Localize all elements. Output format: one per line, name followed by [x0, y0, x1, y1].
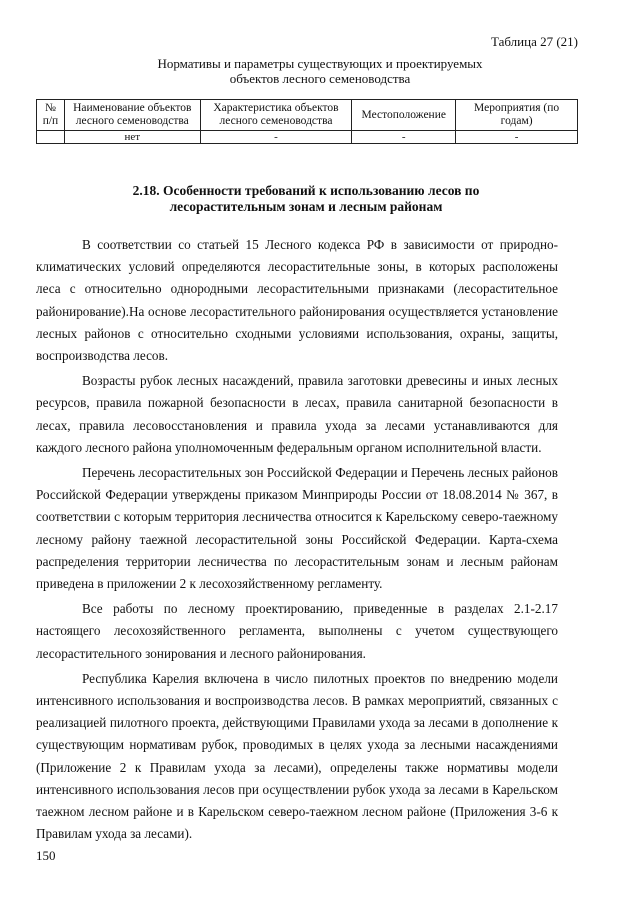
table-row — [37, 131, 578, 144]
paragraph: В соответствии со статьей 15 Лесного кодекса РФ в зависимости от природно-климатических условий определяются лесорастительные зоны, в которых расположены леса с относительно однородными лесорастительными признаками (лесорастительное районирование).На основе лесорастительного районирования осуществляется установление лесных районов с относительно сходными условиями использования, охраны, защиты, воспроизводства лесов. — [36, 237, 558, 364]
paragraph: Все работы по лесному проектированию, приведенные в разделах 2.1-2.17 настоящего лесохозяйственного регламента, выполнены с учетом существующего лесорастительного зонирования и лесного районирования. — [36, 601, 558, 661]
table-header-row — [37, 100, 578, 131]
paragraph: Возрасты рубок лесных насаждений, правила заготовки древесины и иных лесных ресурсов, правила пожарной безопасности в лесах, правила санитарной безопасности в лесах, правила лесовосстановления и правила ухода за лесами устанавливаются для каждого лесного района уполномоченным федеральным органом исполнительной власти. — [36, 373, 558, 455]
table-title — [0, 56, 640, 86]
table-title-line-1: Нормативы и параметры существующих и проектируемых — [157, 56, 483, 71]
table-label: Таблица 27 (21) — [490, 34, 578, 49]
header-object-characteristics: Характеристика объектов лесного семеноводства — [200, 100, 352, 131]
body-text — [36, 234, 558, 848]
section-heading — [0, 183, 612, 215]
paragraph: Перечень лесорастительных зон Российской Федерации и Перечень лесных районов Российской Федерации утверждены приказом Минприроды России от 18.08.2014 № 367, в соответствии с которым территория лесничества относится к Карельскому северо-таежному лесному району таежной лесорастительной зоны Российской Федерации. Карта-схема распределения территории лесничества по лесорастительным зонам и лесным районам приведена в приложении 2 к лесохозяйственному регламенту. — [36, 465, 558, 592]
cell-object-characteristics: - — [200, 131, 352, 144]
seed-objects-table — [36, 99, 578, 144]
cell-measures: - — [456, 131, 578, 144]
header-object-name: Наименование объектов лесного семеноводства — [64, 100, 200, 131]
section-heading-line-2: лесорастительным зонам и лесным районам — [169, 199, 443, 214]
header-number: № п/п — [37, 100, 65, 131]
paragraph: Республика Карелия включена в число пилотных проектов по внедрению модели интенсивного использования и воспроизводства лесов. В рамках мероприятий, связанных с реализацией пилотного проекта, действующими Правилами ухода за лесами в дополнение к существующим нормативам рубок, проводимых в целях ухода за лесными насаждениями (Приложение 2 к Правилам ухода за лесами), определены также нормативы модели интенсивного использования лесов при осуществлении рубок ухода за лесами в Карельском таежном лесном районе и в Карельском северо-таежном лесном районе (Приложения 3-6 к Правилам ухода за лесами). — [36, 670, 558, 842]
page-number: 150 — [36, 848, 56, 863]
cell-object-name: нет — [64, 131, 200, 144]
cell-number — [37, 131, 65, 144]
header-location: Местоположение — [352, 100, 456, 131]
section-heading-line-1: 2.18. Особенности требований к использованию лесов по — [132, 183, 480, 198]
cell-location: - — [352, 131, 456, 144]
table-title-line-2: объектов лесного семеноводства — [229, 71, 411, 86]
header-measures: Мероприятия (по годам) — [456, 100, 578, 131]
